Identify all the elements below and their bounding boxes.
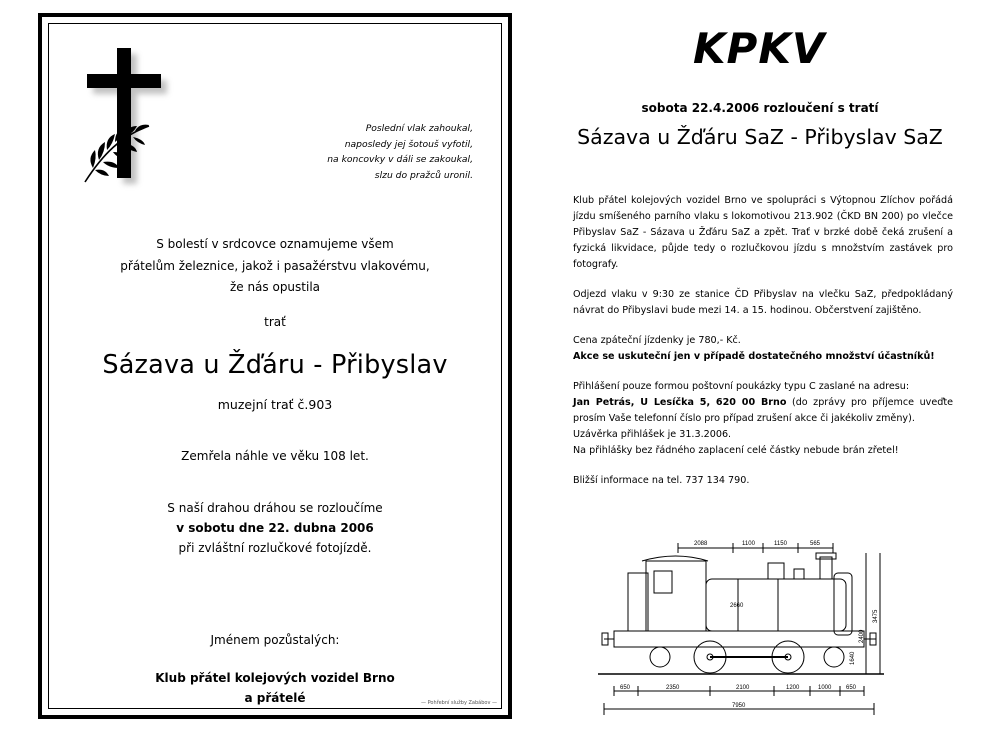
dim-label: 2088 <box>694 541 708 547</box>
farewell-poem <box>253 121 473 183</box>
announcement-line: přátelům železnice, jakož i pasažérstvu vlakovému, <box>120 258 430 273</box>
farewell-line: S naší drahou dráhou se rozloučíme <box>167 501 383 515</box>
route-title: Sázava u Žďáru SaZ - Přibyslav SaZ <box>577 125 943 149</box>
flyer-body <box>573 193 953 503</box>
death-notice: Zemřela náhle ve věku 108 let. <box>181 449 369 463</box>
on-behalf-label: Jménem pozůstalých: <box>210 633 340 647</box>
dim-label: 7950 <box>732 703 746 709</box>
announcement <box>49 234 501 299</box>
dim-label: 2400 <box>859 629 865 643</box>
museum-line-number: muzejní trať č.903 <box>217 397 333 412</box>
announcement-line: že nás opustila <box>229 280 321 294</box>
condition-text: Akce se uskuteční jen v případě dostatečného množství účastníků! <box>573 351 935 362</box>
funeral-service-credit: — Pohřební služby Zabábov — <box>420 700 497 706</box>
club-name: Klub přátel kolejových vozidel Brno <box>155 671 395 685</box>
price-text: Cena zpáteční jízdenky je 780,- Kč. <box>573 335 741 346</box>
dim-label: 565 <box>810 541 821 547</box>
announcement-line: S bolestí v srdcovce oznamujeme všem <box>156 237 394 251</box>
registration-address: Jan Petrás, U Lesíčka 5, 620 00 Brno <box>573 397 787 408</box>
dim-label: 2100 <box>736 685 750 691</box>
dim-label: 2350 <box>666 685 680 691</box>
dim-label: 1200 <box>786 685 800 691</box>
price-paragraph <box>573 333 953 365</box>
kpkv-logo: KPKV <box>693 24 826 73</box>
cross-with-palm-icon <box>79 44 199 194</box>
registration-note: (do zprávy pro příjemce uveďte prosím Vaše telefonní číslo pro případ zrušení akce či jakékoliv změny). <box>573 397 953 424</box>
dim-label: 1640 <box>850 651 856 665</box>
trat-label: trať <box>264 315 286 329</box>
farewell-date: v sobotu dne 22. dubna 2006 <box>176 521 374 535</box>
contact-paragraph: Bližší informace na tel. 737 134 790. <box>573 475 750 486</box>
obituary-card <box>38 13 512 719</box>
poem-line: na koncovky v dáli se zakoukal, <box>327 154 473 166</box>
dim-label: 1000 <box>818 685 832 691</box>
farewell-line: při zvláštní rozlučkové fotojízdě. <box>178 541 372 555</box>
dim-label: 1150 <box>774 541 787 547</box>
departure-paragraph: Odjezd vlaku v 9:30 ze stanice ČD Přibyslav na vlečku SaZ, předpokládaný návrat do Přibyslavi bude mezi 14. a 15. hodinou. Občerstvení zajištěno. <box>573 289 953 316</box>
dim-label: 650 <box>846 685 857 691</box>
dim-label: 3475 <box>873 609 879 623</box>
dim-label: 650 <box>620 685 631 691</box>
poem-line: naposledy jej šotouš vyfotil, <box>344 138 473 150</box>
intro-paragraph: Klub přátel kolejových vozidel Brno ve spolupráci s Výtopnou Zlíchov pořádá jízdu smíšeného parního vlaku s lokomotivou 213.902 (ČKD BN 200) po vlečce Přibyslav SaZ - Sázava u Žďáru SaZ a zpět. Trať v brzké době čeká zrušení a fyzická likvidace, půjde tedy o rozlučkovou jízdu s množstvím zastávek pro fotografy. <box>573 195 953 270</box>
registration-paragraph <box>573 379 953 459</box>
deadline-text: Uzávěrka přihlášek je 31.3.2006. <box>573 429 732 440</box>
poem-line: slzu do pražců uronil. <box>374 169 473 181</box>
club-friends: a přátelé <box>244 691 306 705</box>
locomotive-drawing <box>598 533 884 715</box>
dim-label: 2660 <box>730 603 744 609</box>
dim-label: 1100 <box>742 541 755 547</box>
obituary-inner-frame <box>48 23 502 709</box>
registration-text: Přihlášení pouze formou poštovní poukázky typu C zaslané na adresu: <box>573 381 910 392</box>
payment-warning: Na přihlášky bez řádného zaplacení celé částky nebude brán zřetel! <box>573 445 899 456</box>
event-date: sobota 22.4.2006 rozloučení s tratí <box>641 101 879 115</box>
deceased-line-name: Sázava u Žďáru - Přibyslav <box>102 350 448 380</box>
farewell-info <box>49 498 501 558</box>
poem-line: Poslední vlak zahoukal, <box>365 123 473 134</box>
